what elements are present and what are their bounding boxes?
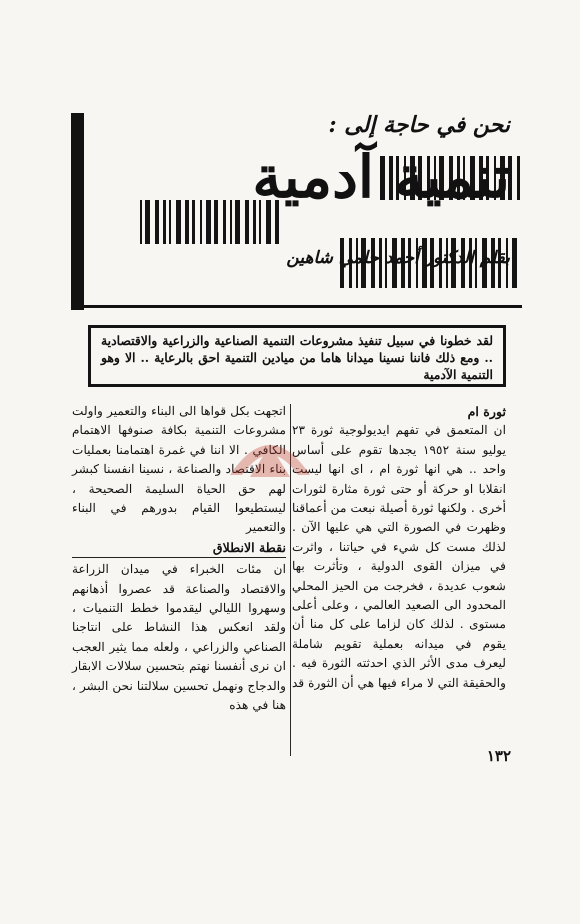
subhead-thawra-umm: ثورة ام bbox=[467, 404, 506, 419]
abstract-box: لقد خطونا في سبيل تنفيذ مشروعات التنمية الصناعية والزراعية والاقتصادية .. ومع ذلك فاننا نسينا ميدانا هاما من ميادين التنمية احق بالرعاية .. الا وهو التنمية الآدمية bbox=[88, 325, 506, 387]
column-left-text: ان مئات الخبراء في ميدان الزراعة والاقتصاد والصناعة قد عصروا أذهانهم وسهروا الليالي ليقدموا خطط التنميات ، ولقد انعكس هذا النشاط على انتاجنا الصناعي والزراعي ، ولعله مما يثير العجب ان نرى أنفسنا نهتم بتحسين سلالات الابقار والدجاج ونهمل تحسين سلالتنا نحن البشر ، هنا في هذه bbox=[72, 562, 286, 713]
header-frame-bar bbox=[71, 113, 84, 310]
article-title: تنمية آدمية bbox=[252, 143, 510, 211]
watermark-emblem-icon bbox=[210, 405, 330, 525]
stripe-bar bbox=[155, 200, 159, 244]
stripe-bar bbox=[140, 200, 142, 244]
stripe-bar bbox=[145, 200, 150, 244]
stripe-bar bbox=[163, 200, 166, 244]
article-kicker: نحن في حاجة إلى : bbox=[328, 112, 510, 138]
stripe-bar bbox=[512, 238, 517, 288]
stripe-bar bbox=[169, 200, 171, 244]
column-left-intro: اتجهت بكل قواها الى البناء والتعمير واولت مشروعات التنمية بكافة صنوفها الاهتمام الكافي . الا اننا في غمرة اهتمامنا بعمليات بناء الاقتصاد والصناعة ، نسينا انفسنا كبشر لهم حق الحياة السليمة الصحيحة ، ليستطيعوا القيام بدورهم في البناء والتعمير bbox=[72, 404, 286, 535]
article-byline: بقلم الدكتور أحمد حلمي شاهين bbox=[286, 248, 510, 268]
header-bottom-rule bbox=[84, 305, 522, 308]
subhead-nuqtat-al-intilaq: نقطة الانطلاق bbox=[72, 538, 286, 558]
stripe-bar bbox=[176, 200, 181, 244]
stripe-bar bbox=[185, 200, 189, 244]
stripe-bar bbox=[517, 156, 520, 200]
column-right-text: ان المتعمق في تفهم ايديولوجية ثورة ٢٣ يوليو سنة ١٩٥٢ يجدها تقوم على أساس واحد .. هي انها ثورة ام ، اى انها ليست انقلابا او حركة أو حتى ثورة مثارة لثورات أخرى . ولكنها ثورة أصيلة نبعت من أعماقنا وظهرت في الصورة التي هي عليها الآن . لذلك مست كل شيء في حياتنا ، واثرت في ميزان القوى الدولية ، وتأثرت بها شعوب عديدة ، فخرجت من الحيز المحلي المحدود الى الصعيد العالمي ، وعلى أعلى مستوى . لذلك كان لزاما على كل منا أن يقوم في ميدانه بعملية تقويم شاملة ليعرف مدى الأثر الذي احدثته الثورة فيه . والحقيقة التي لا مراء فيها هي أن الثورة قد bbox=[292, 423, 506, 690]
page-number: ١٣٢ bbox=[486, 747, 511, 765]
